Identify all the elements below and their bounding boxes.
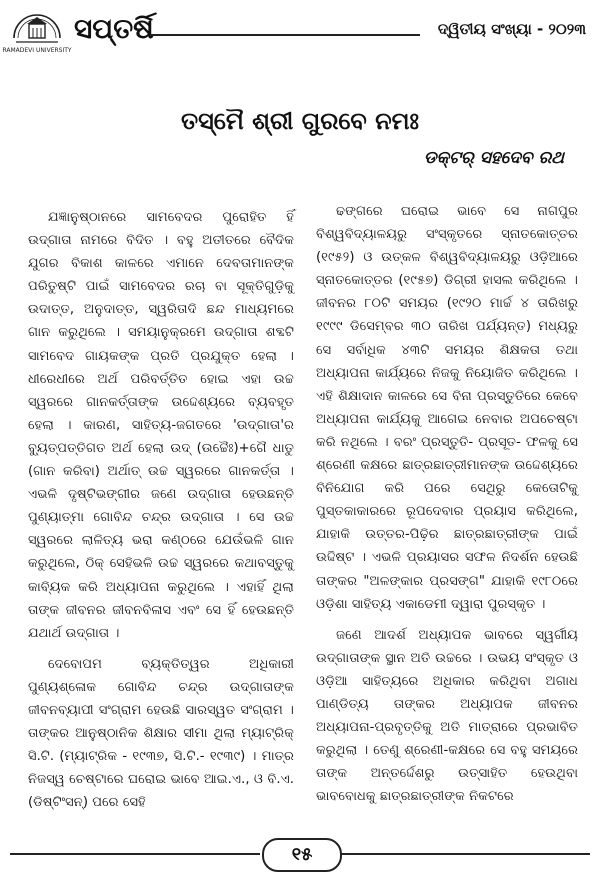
right-column <box>316 200 578 816</box>
page-footer <box>0 832 600 872</box>
invocation-heading: ତସ୍ମୈ ଶ୍ରୀ ଗୁରବେ ନମଃ <box>181 107 419 135</box>
page-number: ୧୫ <box>262 838 342 872</box>
page-header <box>0 0 600 62</box>
magazine-title: ସପ୍ତର୍ଷି <box>74 12 154 45</box>
seal-text: RAMADEVI UNIVERSITY <box>2 47 72 54</box>
paragraph: ଢଙ୍ଗରେ ଘରୋଇ ଭାବେ ସେ ନାଗପୁର ବିଶ୍ୱବିଦ୍ୟାଳୟରୁ ସଂସ୍କୃତରେ ସ୍ନାତକୋତ୍ତର (୧୯୫୨) ଓ ଉତ୍କଳ ବିଶ୍ୱବିଦ୍ୟାଳୟରୁ ଓଡ଼ିଆରେ ସ୍ନାତକୋତ୍ତର (୧୯୫୭) ଡିଗ୍ରୀ ହାସଲ କରିଥିଲେ । ଜୀବନର ୮୦ଟି ସମୟର (୧୯୨୦ ମାର୍ଚ୍ଚ ୪ ତାରିଖରୁ ୧୯୯୯ ଡିସେମ୍ବର ୩୦ ତାରିଖ ପର୍ଯ୍ୟନ୍ତ) ମଧ୍ୟରୁ ସେ ସର୍ବାଧିକ ୪୩ଟି ସମୟର ଶିକ୍ଷକତା ତଥା ଅଧ୍ୟାପନା କାର୍ଯ୍ୟରେ ନିଜକୁ ନିୟୋଜିତ କରିଥିଲେ । ଏହି ଶିକ୍ଷାଦାନ କାଳରେ ସେ ବିନା ପ୍ରସ୍ତୁତିରେ କେବେ ଅଧ୍ୟାପନା କାର୍ଯ୍ୟକୁ ଆଗେଇ ନେବାର ଅପଚେଷ୍ଟା କରି ନଥିଲେ । ବରଂ ପ୍ରସ୍ତୁତି- ପ୍ରସୂତ- ଫଳକୁ ସେ ଶ୍ରେଣୀ କକ୍ଷରେ ଛାତ୍ରଛାତ୍ରୀମାନଙ୍କ ଉଦ୍ଦେଶ୍ୟରେ ବିନିଯୋଗ କରି ପରେ ସେଥିରୁ କେତୋଟିକୁ ପୁସ୍ତକାକାରରେ ରୂପଦେବାର ପ୍ରୟାସ କରିଥିଲେ, ଯାହାକି ଉତ୍ତର-ପିଢ଼ିର ଛାତ୍ରଛାତ୍ରୀଙ୍କ ପାଇଁ ଉଦ୍ଦିଷ୍ଟ । ଏଭଳି ପ୍ରୟାସର ସଫଳ ନିଦର୍ଶନ ହେଉଛି ତାଙ୍କର "ଅଳଙ୍କାର ପ୍ରସଙ୍ଗ" ଯାହାକି ୧୯୮୦ରେ ଓଡ଼ିଶା ସାହିତ୍ୟ ଏକାଡେମୀ ଦ୍ୱାରା ପୁରସ୍କୃତ । <box>316 204 578 612</box>
paragraph: ଯଜ୍ଞାନୁଷ୍ଠାନରେ ସାମବେଦର ପୁରୋହିତ ହିଁ ଉଦ୍‌ଗାତା ନାମରେ ବିଦିତ । ବହୁ ଅତୀତରେ ବୈଦିକ ଯୁଗର ବିକାଶ କାଳରେ ଏମାନେ ଦେବତାମାନଙ୍କ ପରିତୁଷ୍ଟି ପାଇଁ ସାମବେଦର ରଚା ବା ସୂକ୍ତିଗୁଡ଼ିକୁ ଉଦାତ୍ତ, ଅନୁଦାତ୍ତ, ସ୍ୱରିତାଦି ଛନ୍ଦ ମାଧ୍ୟମରେ ଗାନ କରୁଥିଲେ । ସମୟାନୁକ୍ରମେ ଉଦ୍‌ଗାତା ଶବ୍ଦଟି ସାମବେଦ ଗାୟକଙ୍କ ପ୍ରତି ପ୍ରଯୁକ୍ତ ହେଲା । ଧୀରେଧୀରେ ଅର୍ଥ ପରିବର୍ତ୍ତିତ ହୋଇ ଏହା ଉଚ୍ଚ ସ୍ୱରରେ ଗାନକର୍ତ୍ତାଙ୍କ ଉଦ୍ଦେଶ୍ୟରେ ବ୍ୟବହୃତ ହେଲା । କାରଣ, ସାହିତ୍ୟ-ଜଗତରେ 'ଉଦ୍‌ଗାତା'ର ବ୍ୟୁତ୍ପତ୍ତିଗତ ଅର୍ଥ ହେଲା ଉଦ୍ (ଉଚ୍ଚୈଃ)+ଗୈ ଧାତୁ (ଗାନ କରିବା) ଅର୍ଥାତ୍ ଉଚ୍ଚ ସ୍ୱରରେ ଗାନକର୍ତ୍ତା । ଏଭଳି ଦୃଷ୍ଟିଭଙ୍ଗୀର ଜଣେ ଉଦ୍‌ଗାତା ହେଉଛନ୍ତି ପୁଣ୍ୟାତ୍ମା ଗୋବିନ୍ଦ ଚନ୍ଦ୍ର ଉଦ୍‌ଗାତା । ସେ ଉଚ୍ଚ ସ୍ୱରରେ ଲାଳିତ୍ୟ ଭରା କଣ୍ଠରେ ଯେଉଁଭଳି ଗାନ କରୁଥିଲେ, ଠିକ୍ ସେହିଭଳି ଉଚ୍ଚ ସ୍ୱରରେ କଥାବସ୍ତୁକୁ କାବ୍ୟିକ କରି ଅଧ୍ୟାପନା କରୁଥିଲେ । ଏହାହିଁ ଥିଲା ତାଙ୍କ ଜୀବନର ଜୀବନବିଳାସ ଏବଂ ସେ ହିଁ ହେଉଛନ୍ତି ଯଥାର୍ଥ ଉଦ୍‌ଗାତା । <box>28 210 294 641</box>
issue-label: ଦ୍ୱିତୀୟ ସଂଖ୍ୟା - ୨୦୨୩ <box>437 20 586 38</box>
footer-rule-right <box>340 853 590 855</box>
header-divider <box>150 34 420 36</box>
university-seal-icon <box>2 6 72 58</box>
footer-rule-left <box>10 853 260 855</box>
paragraph: ଦେବୋପମ ବ୍ୟକ୍ତିତ୍ୱର ଅଧିକାରୀ ପୁଣ୍ୟଶ୍ଳୋକ ଗୋବିନ୍ଦ ଚନ୍ଦ୍ର ଉଦ୍‌ଗାତାଙ୍କ ଜୀବନବ୍ୟାପୀ ସଂଗ୍ରାମ ହେଉଛି ସାରସ୍ୱତ ସଂଗ୍ରାମ । ତାଙ୍କର ଆନୁଷ୍ଠାନିକ ଶିକ୍ଷାର ସୀମା ଥିଲା ମ୍ୟାଟ୍ରିକ୍ ସି.ଟି. (ମ୍ୟାଟ୍ରିକ - ୧୯୩୭, ସି.ଟି.- ୧୯୩୯) । ମାତ୍ର ନିଜସ୍ୱ ଚେଷ୍ଟାରେ ଘରୋଇ ଭାବେ ଆଇ.ଏ., ଓ ବି.ଏ. (ଡିଷ୍ଟିଂସନ୍) ପରେ ସେହି <box>28 656 294 811</box>
left-column <box>28 206 294 822</box>
paragraph: ଜଣେ ଆଦର୍ଶ ଅଧ୍ୟାପକ ଭାବରେ ସ୍ୱର୍ଗୀୟ ଉଦ୍‌ଗାତାଙ୍କ ସ୍ଥାନ ଅତି ଉଚ୍ଚରେ । ଉଭୟ ସଂସ୍କୃତ ଓ ଓଡ଼ିଆ ସାହିତ୍ୟରେ ଅଧିକାର କରିଥିବା ଅଗାଧ ପାଣ୍ଡିତ୍ୟ ତାଙ୍କର ଅଧ୍ୟାପକ ଜୀବନର ଅଧ୍ୟାପନା-ପ୍ରବୃତ୍ତିକୁ ଅତି ମାତ୍ରାରେ ପ୍ରଭାବିତ କରୁଥିଲା । ତେଣୁ ଶ୍ରେଣୀ-କକ୍ଷରେ ସେ ବହୁ ସମୟରେ ତାଙ୍କ ଅନ୍ତର୍ଦ୍ଦେଶରୁ ଉତ୍ସାହିତ ହେଉଥିବା ଭାବବୋଧକୁ ଛାତ୍ରଛାତ୍ରୀଙ୍କ ନିକଟରେ <box>316 627 578 805</box>
author-byline: ଡକ୍ଟର୍ ସହଦେବ ରଥ <box>423 148 564 168</box>
